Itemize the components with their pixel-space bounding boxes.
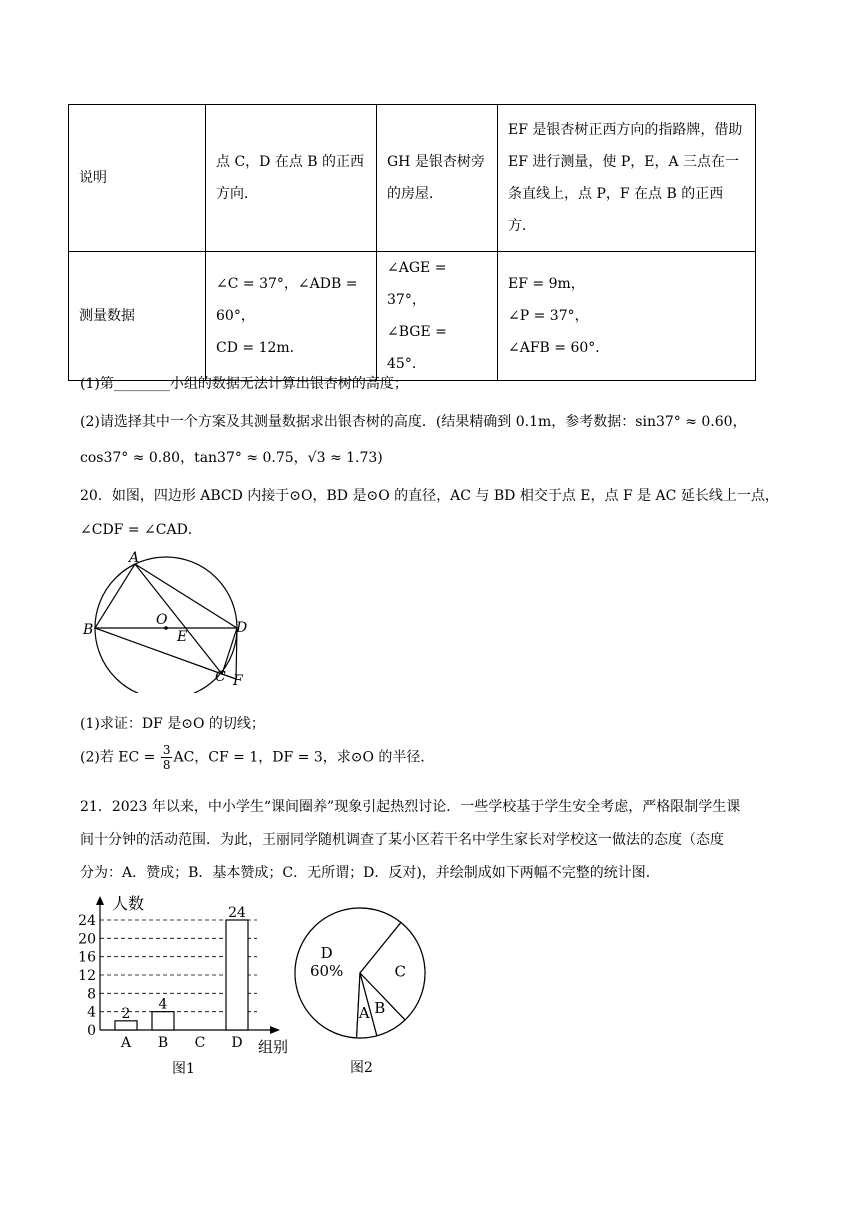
cell-line: ∠P = 37°， [508,308,589,324]
y-axis-label: 人数 [112,894,145,913]
bar-chart [72,890,302,1075]
point-label-c: C [215,669,226,685]
pie-slice-percent: 60% [309,962,344,981]
y-tick-label: 16 [78,949,96,966]
x-tick-label: D [231,1035,243,1051]
y-tick-label: 12 [78,968,96,984]
chart-caption: 图1 [172,1061,195,1075]
cell-line: ∠AFB = 60°． [508,340,610,356]
chart-caption: 图2 [350,1060,373,1075]
q21-stem-line1: 21．2023 年以来，中小学生“课间圈养”现象引起热烈讨论．一些学校基于学生安全考虑，严格限制学生课 [80,799,741,815]
bar [152,1012,174,1030]
point-label-f: F [233,673,243,689]
fraction: $\frac{3}{8}$ [162,743,171,772]
point-label-d: D [236,620,248,636]
cell-line: ∠C = 37°，∠ADB = 60°， [216,276,358,324]
table-cell [377,252,498,381]
measurement-table [68,104,756,381]
y-tick-label: 20 [78,931,96,948]
x-tick-label: B [157,1035,169,1051]
q21-stem-line2: 间十分钟的活动范围．为此，王丽同学随机调查了某小区若干名中学生家长对学校这一做法的态度（态度 [80,832,724,848]
y-tick-label: 24 [78,913,96,929]
q19-part1: (1)第________小组的数据无法计算出银杏树的高度； [80,376,408,392]
pie-chart [290,895,450,1075]
circle-figure [80,548,270,693]
y-tick-label: 8 [87,986,96,1003]
table-row [69,252,756,381]
pie-slice-label: C [394,962,407,981]
q19-part2-line2: cos37° ≈ 0.80，tan37° ≈ 0.75，√3 ≈ 1.73) [80,450,383,466]
y-tick-label: 0 [87,1023,96,1039]
x-tick-label: C [194,1035,206,1051]
q20-stem-line1: 20．如图，四边形 ABCD 内接于⊙O，BD 是⊙O 的直径，AC 与 BD 相交于点 E，点 F 是 AC 延长线上一点， [80,488,779,504]
q19-part2-line1: (2)请选择其中一个方案及其测量数据求出银杏树的高度．(结果精确到 0.1m，参考数据：sin37° ≈ 0.60， [80,414,747,430]
pie-slice-label: D [320,944,333,963]
bar-value-label: 4 [158,996,168,1013]
cell-line: ∠BGE = 45°． [387,324,447,372]
table-cell: GH 是银杏树旁的房屋． [377,105,498,252]
point-label-a: A [129,550,140,566]
table-row [69,105,756,252]
q20-part1: (1)求证：DF 是⊙O 的切线； [80,716,265,732]
table-cell: 点 C，D 在点 B 的正西方向． [206,105,377,252]
q20-stem-line2: ∠CDF = ∠CAD． [80,522,202,538]
table-cell: EF 是银杏树正西方向的指路牌，借助 EF 进行测量，使 P，E，A 三点在一条直线上，点 P，F 在点 B 的正西方． [498,105,756,252]
cell-line: CD = 12m． [216,340,304,356]
bar [226,920,248,1030]
y-tick-label: 4 [87,1004,96,1021]
pie-slice-label: A [358,1004,370,1023]
bar-value-label: 2 [121,1005,131,1022]
row-label: 测量数据 [69,252,206,381]
x-tick-label: A [120,1035,132,1051]
q21-stem-line3: 分为：A．赞成；B．基本赞成；C．无所谓；D．反对)，并绘制成如下两幅不完整的统计图． [80,865,660,881]
point-label-o: O [156,612,168,628]
pie-slice-label: B [374,999,386,1018]
bar [115,1021,137,1030]
point-label-e: E [177,629,188,645]
point-label-b: B [83,622,94,638]
cell-line: ∠AGE = 37°， [387,260,447,308]
bar-value-label: 24 [228,905,246,921]
q20-part2: (2)若 EC = $\frac{3}{8}$ AC，CF = 1，DF = 3，求⊙O 的半径． [80,743,435,772]
cell-line: EF = 9m， [508,276,585,292]
x-axis-label: 组别 [258,1038,289,1056]
row-label: 说明 [69,105,206,252]
table-cell [498,252,756,381]
table-cell [206,252,377,381]
